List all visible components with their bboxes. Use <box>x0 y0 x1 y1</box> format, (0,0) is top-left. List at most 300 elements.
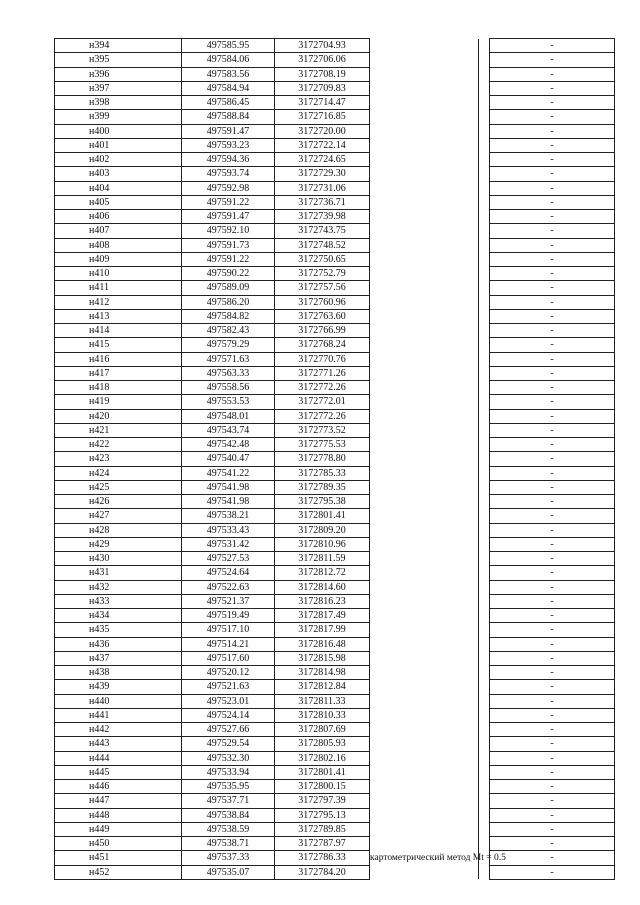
accuracy-cell: - <box>490 794 615 808</box>
x-coordinate-cell: 497533.43 <box>182 523 275 537</box>
y-coordinate-cell: 3172766.99 <box>275 324 370 338</box>
y-coordinate-cell: 3172809.20 <box>275 523 370 537</box>
y-coordinate-cell: 3172815.98 <box>275 651 370 665</box>
table-row <box>55 509 615 523</box>
y-coordinate-cell: 3172720.00 <box>275 124 370 138</box>
accuracy-cell: - <box>490 167 615 181</box>
table-row <box>55 153 615 167</box>
table-row <box>55 252 615 266</box>
point-name-cell: н413 <box>55 309 182 323</box>
x-coordinate-cell: 497531.42 <box>182 537 275 551</box>
table-row <box>55 110 615 124</box>
point-name-cell: н441 <box>55 708 182 722</box>
y-coordinate-cell: 3172807.69 <box>275 723 370 737</box>
point-name-cell: н433 <box>55 594 182 608</box>
x-coordinate-cell: 497520.12 <box>182 666 275 680</box>
point-name-cell: н416 <box>55 352 182 366</box>
point-name-cell: н426 <box>55 495 182 509</box>
y-coordinate-cell: 3172773.52 <box>275 423 370 437</box>
point-name-cell: н446 <box>55 780 182 794</box>
x-coordinate-cell: 497558.56 <box>182 381 275 395</box>
x-coordinate-cell: 497591.73 <box>182 238 275 252</box>
table-row <box>55 637 615 651</box>
y-coordinate-cell: 3172770.76 <box>275 352 370 366</box>
point-name-cell: н408 <box>55 238 182 252</box>
point-name-cell: н414 <box>55 324 182 338</box>
accuracy-cell: - <box>490 309 615 323</box>
table-row <box>55 309 615 323</box>
y-coordinate-cell: 3172763.60 <box>275 309 370 323</box>
table-row <box>55 138 615 152</box>
x-coordinate-cell: 497524.14 <box>182 708 275 722</box>
point-name-cell: н396 <box>55 67 182 81</box>
x-coordinate-cell: 497519.49 <box>182 609 275 623</box>
table-row <box>55 822 615 836</box>
x-coordinate-cell: 497533.94 <box>182 765 275 779</box>
table-row <box>55 267 615 281</box>
x-coordinate-cell: 497591.47 <box>182 124 275 138</box>
accuracy-cell: - <box>490 381 615 395</box>
table-row <box>55 480 615 494</box>
table-row <box>55 651 615 665</box>
accuracy-cell: - <box>490 737 615 751</box>
table-row <box>55 780 615 794</box>
accuracy-cell: - <box>490 210 615 224</box>
coordinates-table-body <box>55 39 615 880</box>
y-coordinate-cell: 3172789.85 <box>275 822 370 836</box>
x-coordinate-cell: 497591.22 <box>182 252 275 266</box>
accuracy-cell: - <box>490 39 615 53</box>
accuracy-cell: - <box>490 594 615 608</box>
table-row <box>55 680 615 694</box>
y-coordinate-cell: 3172810.33 <box>275 708 370 722</box>
accuracy-cell: - <box>490 395 615 409</box>
x-coordinate-cell: 497583.56 <box>182 67 275 81</box>
accuracy-cell: - <box>490 552 615 566</box>
accuracy-cell: - <box>490 96 615 110</box>
table-row <box>55 765 615 779</box>
table-row <box>55 751 615 765</box>
table-row <box>55 210 615 224</box>
table-row <box>55 666 615 680</box>
x-coordinate-cell: 497535.07 <box>182 865 275 879</box>
table-row <box>55 324 615 338</box>
y-coordinate-cell: 3172772.26 <box>275 381 370 395</box>
y-coordinate-cell: 3172739.98 <box>275 210 370 224</box>
accuracy-cell: - <box>490 523 615 537</box>
x-coordinate-cell: 497553.53 <box>182 395 275 409</box>
x-coordinate-cell: 497541.98 <box>182 495 275 509</box>
table-row <box>55 594 615 608</box>
method-cell <box>370 39 506 880</box>
accuracy-cell: - <box>490 153 615 167</box>
table-row <box>55 495 615 509</box>
x-coordinate-cell: 497589.09 <box>182 281 275 295</box>
point-name-cell: н448 <box>55 808 182 822</box>
table-row <box>55 381 615 395</box>
x-coordinate-cell: 497521.37 <box>182 594 275 608</box>
point-name-cell: н415 <box>55 338 182 352</box>
point-name-cell: н439 <box>55 680 182 694</box>
point-name-cell: н406 <box>55 210 182 224</box>
table-row <box>55 195 615 209</box>
y-coordinate-cell: 3172785.33 <box>275 466 370 480</box>
y-coordinate-cell: 3172757.56 <box>275 281 370 295</box>
point-name-cell: н450 <box>55 837 182 851</box>
accuracy-cell: - <box>490 438 615 452</box>
x-coordinate-cell: 497592.98 <box>182 181 275 195</box>
accuracy-cell: - <box>490 480 615 494</box>
x-coordinate-cell: 497588.84 <box>182 110 275 124</box>
y-coordinate-cell: 3172812.72 <box>275 566 370 580</box>
x-coordinate-cell: 497524.64 <box>182 566 275 580</box>
table-row <box>55 580 615 594</box>
x-coordinate-cell: 497521.63 <box>182 680 275 694</box>
y-coordinate-cell: 3172797.39 <box>275 794 370 808</box>
x-coordinate-cell: 497542.48 <box>182 438 275 452</box>
y-coordinate-cell: 3172708.19 <box>275 67 370 81</box>
x-coordinate-cell: 497586.20 <box>182 295 275 309</box>
y-coordinate-cell: 3172817.99 <box>275 623 370 637</box>
point-name-cell: н435 <box>55 623 182 637</box>
accuracy-cell: - <box>490 110 615 124</box>
y-coordinate-cell: 3172748.52 <box>275 238 370 252</box>
accuracy-cell: - <box>490 466 615 480</box>
accuracy-cell: - <box>490 851 615 865</box>
point-name-cell: н410 <box>55 267 182 281</box>
point-name-cell: н427 <box>55 509 182 523</box>
accuracy-cell: - <box>490 366 615 380</box>
y-coordinate-cell: 3172801.41 <box>275 765 370 779</box>
table-row <box>55 566 615 580</box>
table-row <box>55 694 615 708</box>
y-coordinate-cell: 3172722.14 <box>275 138 370 152</box>
point-name-cell: н452 <box>55 865 182 879</box>
accuracy-cell: - <box>490 352 615 366</box>
x-coordinate-cell: 497584.82 <box>182 309 275 323</box>
y-coordinate-cell: 3172787.97 <box>275 837 370 851</box>
table-row <box>55 338 615 352</box>
x-coordinate-cell: 497543.74 <box>182 423 275 437</box>
point-name-cell: н417 <box>55 366 182 380</box>
accuracy-cell: - <box>490 780 615 794</box>
y-coordinate-cell: 3172810.96 <box>275 537 370 551</box>
table-row <box>55 466 615 480</box>
table-row <box>55 452 615 466</box>
accuracy-cell: - <box>490 808 615 822</box>
accuracy-cell: - <box>490 238 615 252</box>
x-coordinate-cell: 497593.23 <box>182 138 275 152</box>
x-coordinate-cell: 497592.10 <box>182 224 275 238</box>
accuracy-cell: - <box>490 566 615 580</box>
point-name-cell: н419 <box>55 395 182 409</box>
table-row <box>55 523 615 537</box>
accuracy-cell: - <box>490 252 615 266</box>
point-name-cell: н432 <box>55 580 182 594</box>
y-coordinate-cell: 3172731.06 <box>275 181 370 195</box>
x-coordinate-cell: 497538.71 <box>182 837 275 851</box>
x-coordinate-cell: 497529.54 <box>182 737 275 751</box>
x-coordinate-cell: 497586.45 <box>182 96 275 110</box>
x-coordinate-cell: 497541.22 <box>182 466 275 480</box>
table-row <box>55 352 615 366</box>
y-coordinate-cell: 3172801.41 <box>275 509 370 523</box>
point-name-cell: н418 <box>55 381 182 395</box>
accuracy-cell: - <box>490 609 615 623</box>
y-coordinate-cell: 3172752.79 <box>275 267 370 281</box>
y-coordinate-cell: 3172729.30 <box>275 167 370 181</box>
x-coordinate-cell: 497540.47 <box>182 452 275 466</box>
accuracy-cell: - <box>490 822 615 836</box>
table-row <box>55 366 615 380</box>
x-coordinate-cell: 497594.36 <box>182 153 275 167</box>
table-row <box>55 723 615 737</box>
point-name-cell: н405 <box>55 195 182 209</box>
point-name-cell: н440 <box>55 694 182 708</box>
y-coordinate-cell: 3172786.33 <box>275 851 370 865</box>
x-coordinate-cell: 497522.63 <box>182 580 275 594</box>
y-coordinate-cell: 3172736.71 <box>275 195 370 209</box>
table-row <box>55 609 615 623</box>
accuracy-cell: - <box>490 651 615 665</box>
table-row <box>55 53 615 67</box>
y-coordinate-cell: 3172760.96 <box>275 295 370 309</box>
table-row <box>55 39 615 53</box>
point-name-cell: н403 <box>55 167 182 181</box>
accuracy-cell: - <box>490 423 615 437</box>
y-coordinate-cell: 3172817.49 <box>275 609 370 623</box>
point-name-cell: н444 <box>55 751 182 765</box>
accuracy-cell: - <box>490 837 615 851</box>
x-coordinate-cell: 497585.95 <box>182 39 275 53</box>
point-name-cell: н394 <box>55 39 182 53</box>
point-name-cell: н438 <box>55 666 182 680</box>
y-coordinate-cell: 3172795.13 <box>275 808 370 822</box>
point-name-cell: н422 <box>55 438 182 452</box>
point-name-cell: н412 <box>55 295 182 309</box>
y-coordinate-cell: 3172800.15 <box>275 780 370 794</box>
x-coordinate-cell: 497548.01 <box>182 409 275 423</box>
accuracy-cell: - <box>490 666 615 680</box>
table-row <box>55 552 615 566</box>
accuracy-cell: - <box>490 708 615 722</box>
point-name-cell: н431 <box>55 566 182 580</box>
point-name-cell: н398 <box>55 96 182 110</box>
point-name-cell: н442 <box>55 723 182 737</box>
method-text: картометрический метод Mt = 0.5 <box>370 853 506 864</box>
accuracy-cell: - <box>490 295 615 309</box>
x-coordinate-cell: 497584.94 <box>182 81 275 95</box>
y-coordinate-cell: 3172811.59 <box>275 552 370 566</box>
point-name-cell: н425 <box>55 480 182 494</box>
point-name-cell: н434 <box>55 609 182 623</box>
accuracy-cell: - <box>490 865 615 879</box>
y-coordinate-cell: 3172768.24 <box>275 338 370 352</box>
x-coordinate-cell: 497537.33 <box>182 851 275 865</box>
table-row <box>55 423 615 437</box>
table-row <box>55 181 615 195</box>
y-coordinate-cell: 3172814.60 <box>275 580 370 594</box>
point-name-cell: н400 <box>55 124 182 138</box>
point-name-cell: н399 <box>55 110 182 124</box>
accuracy-cell: - <box>490 509 615 523</box>
point-name-cell: н404 <box>55 181 182 195</box>
point-name-cell: н451 <box>55 851 182 865</box>
table-row <box>55 708 615 722</box>
y-coordinate-cell: 3172716.85 <box>275 110 370 124</box>
y-coordinate-cell: 3172772.26 <box>275 409 370 423</box>
table-row <box>55 837 615 851</box>
table-row <box>55 808 615 822</box>
y-coordinate-cell: 3172814.98 <box>275 666 370 680</box>
accuracy-cell: - <box>490 181 615 195</box>
table-row <box>55 865 615 879</box>
accuracy-cell: - <box>490 224 615 238</box>
accuracy-cell: - <box>490 537 615 551</box>
x-coordinate-cell: 497538.59 <box>182 822 275 836</box>
y-coordinate-cell: 3172743.75 <box>275 224 370 238</box>
x-coordinate-cell: 497532.30 <box>182 751 275 765</box>
x-coordinate-cell: 497514.21 <box>182 637 275 651</box>
x-coordinate-cell: 497517.10 <box>182 623 275 637</box>
table-row <box>55 295 615 309</box>
table-row <box>55 737 615 751</box>
coordinates-table <box>54 38 615 880</box>
x-coordinate-cell: 497590.22 <box>182 267 275 281</box>
x-coordinate-cell: 497535.95 <box>182 780 275 794</box>
y-coordinate-cell: 3172812.84 <box>275 680 370 694</box>
accuracy-cell: - <box>490 637 615 651</box>
table-row <box>55 409 615 423</box>
table-row <box>55 124 615 138</box>
accuracy-cell: - <box>490 124 615 138</box>
point-name-cell: н420 <box>55 409 182 423</box>
y-coordinate-cell: 3172784.20 <box>275 865 370 879</box>
accuracy-cell: - <box>490 623 615 637</box>
accuracy-cell: - <box>490 723 615 737</box>
point-name-cell: н395 <box>55 53 182 67</box>
point-name-cell: н411 <box>55 281 182 295</box>
y-coordinate-cell: 3172704.93 <box>275 39 370 53</box>
column-gap <box>479 39 490 880</box>
y-coordinate-cell: 3172816.48 <box>275 637 370 651</box>
y-coordinate-cell: 3172789.35 <box>275 480 370 494</box>
x-coordinate-cell: 497538.84 <box>182 808 275 822</box>
table-row <box>55 537 615 551</box>
accuracy-cell: - <box>490 138 615 152</box>
point-name-cell: н445 <box>55 765 182 779</box>
x-coordinate-cell: 497582.43 <box>182 324 275 338</box>
x-coordinate-cell: 497579.29 <box>182 338 275 352</box>
x-coordinate-cell: 497527.66 <box>182 723 275 737</box>
y-coordinate-cell: 3172802.16 <box>275 751 370 765</box>
x-coordinate-cell: 497517.60 <box>182 651 275 665</box>
x-coordinate-cell: 497541.98 <box>182 480 275 494</box>
table-row <box>55 438 615 452</box>
x-coordinate-cell: 497537.71 <box>182 794 275 808</box>
point-name-cell: н409 <box>55 252 182 266</box>
point-name-cell: н436 <box>55 637 182 651</box>
point-name-cell: н429 <box>55 537 182 551</box>
accuracy-cell: - <box>490 751 615 765</box>
point-name-cell: н407 <box>55 224 182 238</box>
x-coordinate-cell: 497584.06 <box>182 53 275 67</box>
accuracy-cell: - <box>490 267 615 281</box>
accuracy-cell: - <box>490 409 615 423</box>
table-row <box>55 395 615 409</box>
y-coordinate-cell: 3172816.23 <box>275 594 370 608</box>
point-name-cell: н402 <box>55 153 182 167</box>
y-coordinate-cell: 3172775.53 <box>275 438 370 452</box>
point-name-cell: н397 <box>55 81 182 95</box>
accuracy-cell: - <box>490 195 615 209</box>
x-coordinate-cell: 497523.01 <box>182 694 275 708</box>
accuracy-cell: - <box>490 53 615 67</box>
y-coordinate-cell: 3172805.93 <box>275 737 370 751</box>
x-coordinate-cell: 497593.74 <box>182 167 275 181</box>
y-coordinate-cell: 3172750.65 <box>275 252 370 266</box>
y-coordinate-cell: 3172811.33 <box>275 694 370 708</box>
table-row <box>55 623 615 637</box>
point-name-cell: н421 <box>55 423 182 437</box>
accuracy-cell: - <box>490 67 615 81</box>
y-coordinate-cell: 3172724.65 <box>275 153 370 167</box>
y-coordinate-cell: 3172771.26 <box>275 366 370 380</box>
x-coordinate-cell: 497538.21 <box>182 509 275 523</box>
point-name-cell: н423 <box>55 452 182 466</box>
table-row <box>55 67 615 81</box>
y-coordinate-cell: 3172772.01 <box>275 395 370 409</box>
x-coordinate-cell: 497571.63 <box>182 352 275 366</box>
accuracy-cell: - <box>490 580 615 594</box>
accuracy-cell: - <box>490 765 615 779</box>
point-name-cell: н447 <box>55 794 182 808</box>
y-coordinate-cell: 3172795.38 <box>275 495 370 509</box>
point-name-cell: н437 <box>55 651 182 665</box>
accuracy-cell: - <box>490 338 615 352</box>
accuracy-cell: - <box>490 324 615 338</box>
table-row <box>55 167 615 181</box>
accuracy-cell: - <box>490 81 615 95</box>
table-row <box>55 96 615 110</box>
table-row <box>55 238 615 252</box>
x-coordinate-cell: 497591.22 <box>182 195 275 209</box>
table-row <box>55 81 615 95</box>
table-row <box>55 224 615 238</box>
accuracy-cell: - <box>490 680 615 694</box>
point-name-cell: н428 <box>55 523 182 537</box>
x-coordinate-cell: 497591.47 <box>182 210 275 224</box>
point-name-cell: н449 <box>55 822 182 836</box>
point-name-cell: н430 <box>55 552 182 566</box>
y-coordinate-cell: 3172709.83 <box>275 81 370 95</box>
table-row <box>55 281 615 295</box>
accuracy-cell: - <box>490 495 615 509</box>
accuracy-cell: - <box>490 452 615 466</box>
x-coordinate-cell: 497563.33 <box>182 366 275 380</box>
y-coordinate-cell: 3172778.80 <box>275 452 370 466</box>
y-coordinate-cell: 3172714.47 <box>275 96 370 110</box>
point-name-cell: н443 <box>55 737 182 751</box>
point-name-cell: н401 <box>55 138 182 152</box>
table-row <box>55 851 615 865</box>
y-coordinate-cell: 3172706.06 <box>275 53 370 67</box>
x-coordinate-cell: 497527.53 <box>182 552 275 566</box>
point-name-cell: н424 <box>55 466 182 480</box>
accuracy-cell: - <box>490 281 615 295</box>
table-row <box>55 794 615 808</box>
accuracy-cell: - <box>490 694 615 708</box>
